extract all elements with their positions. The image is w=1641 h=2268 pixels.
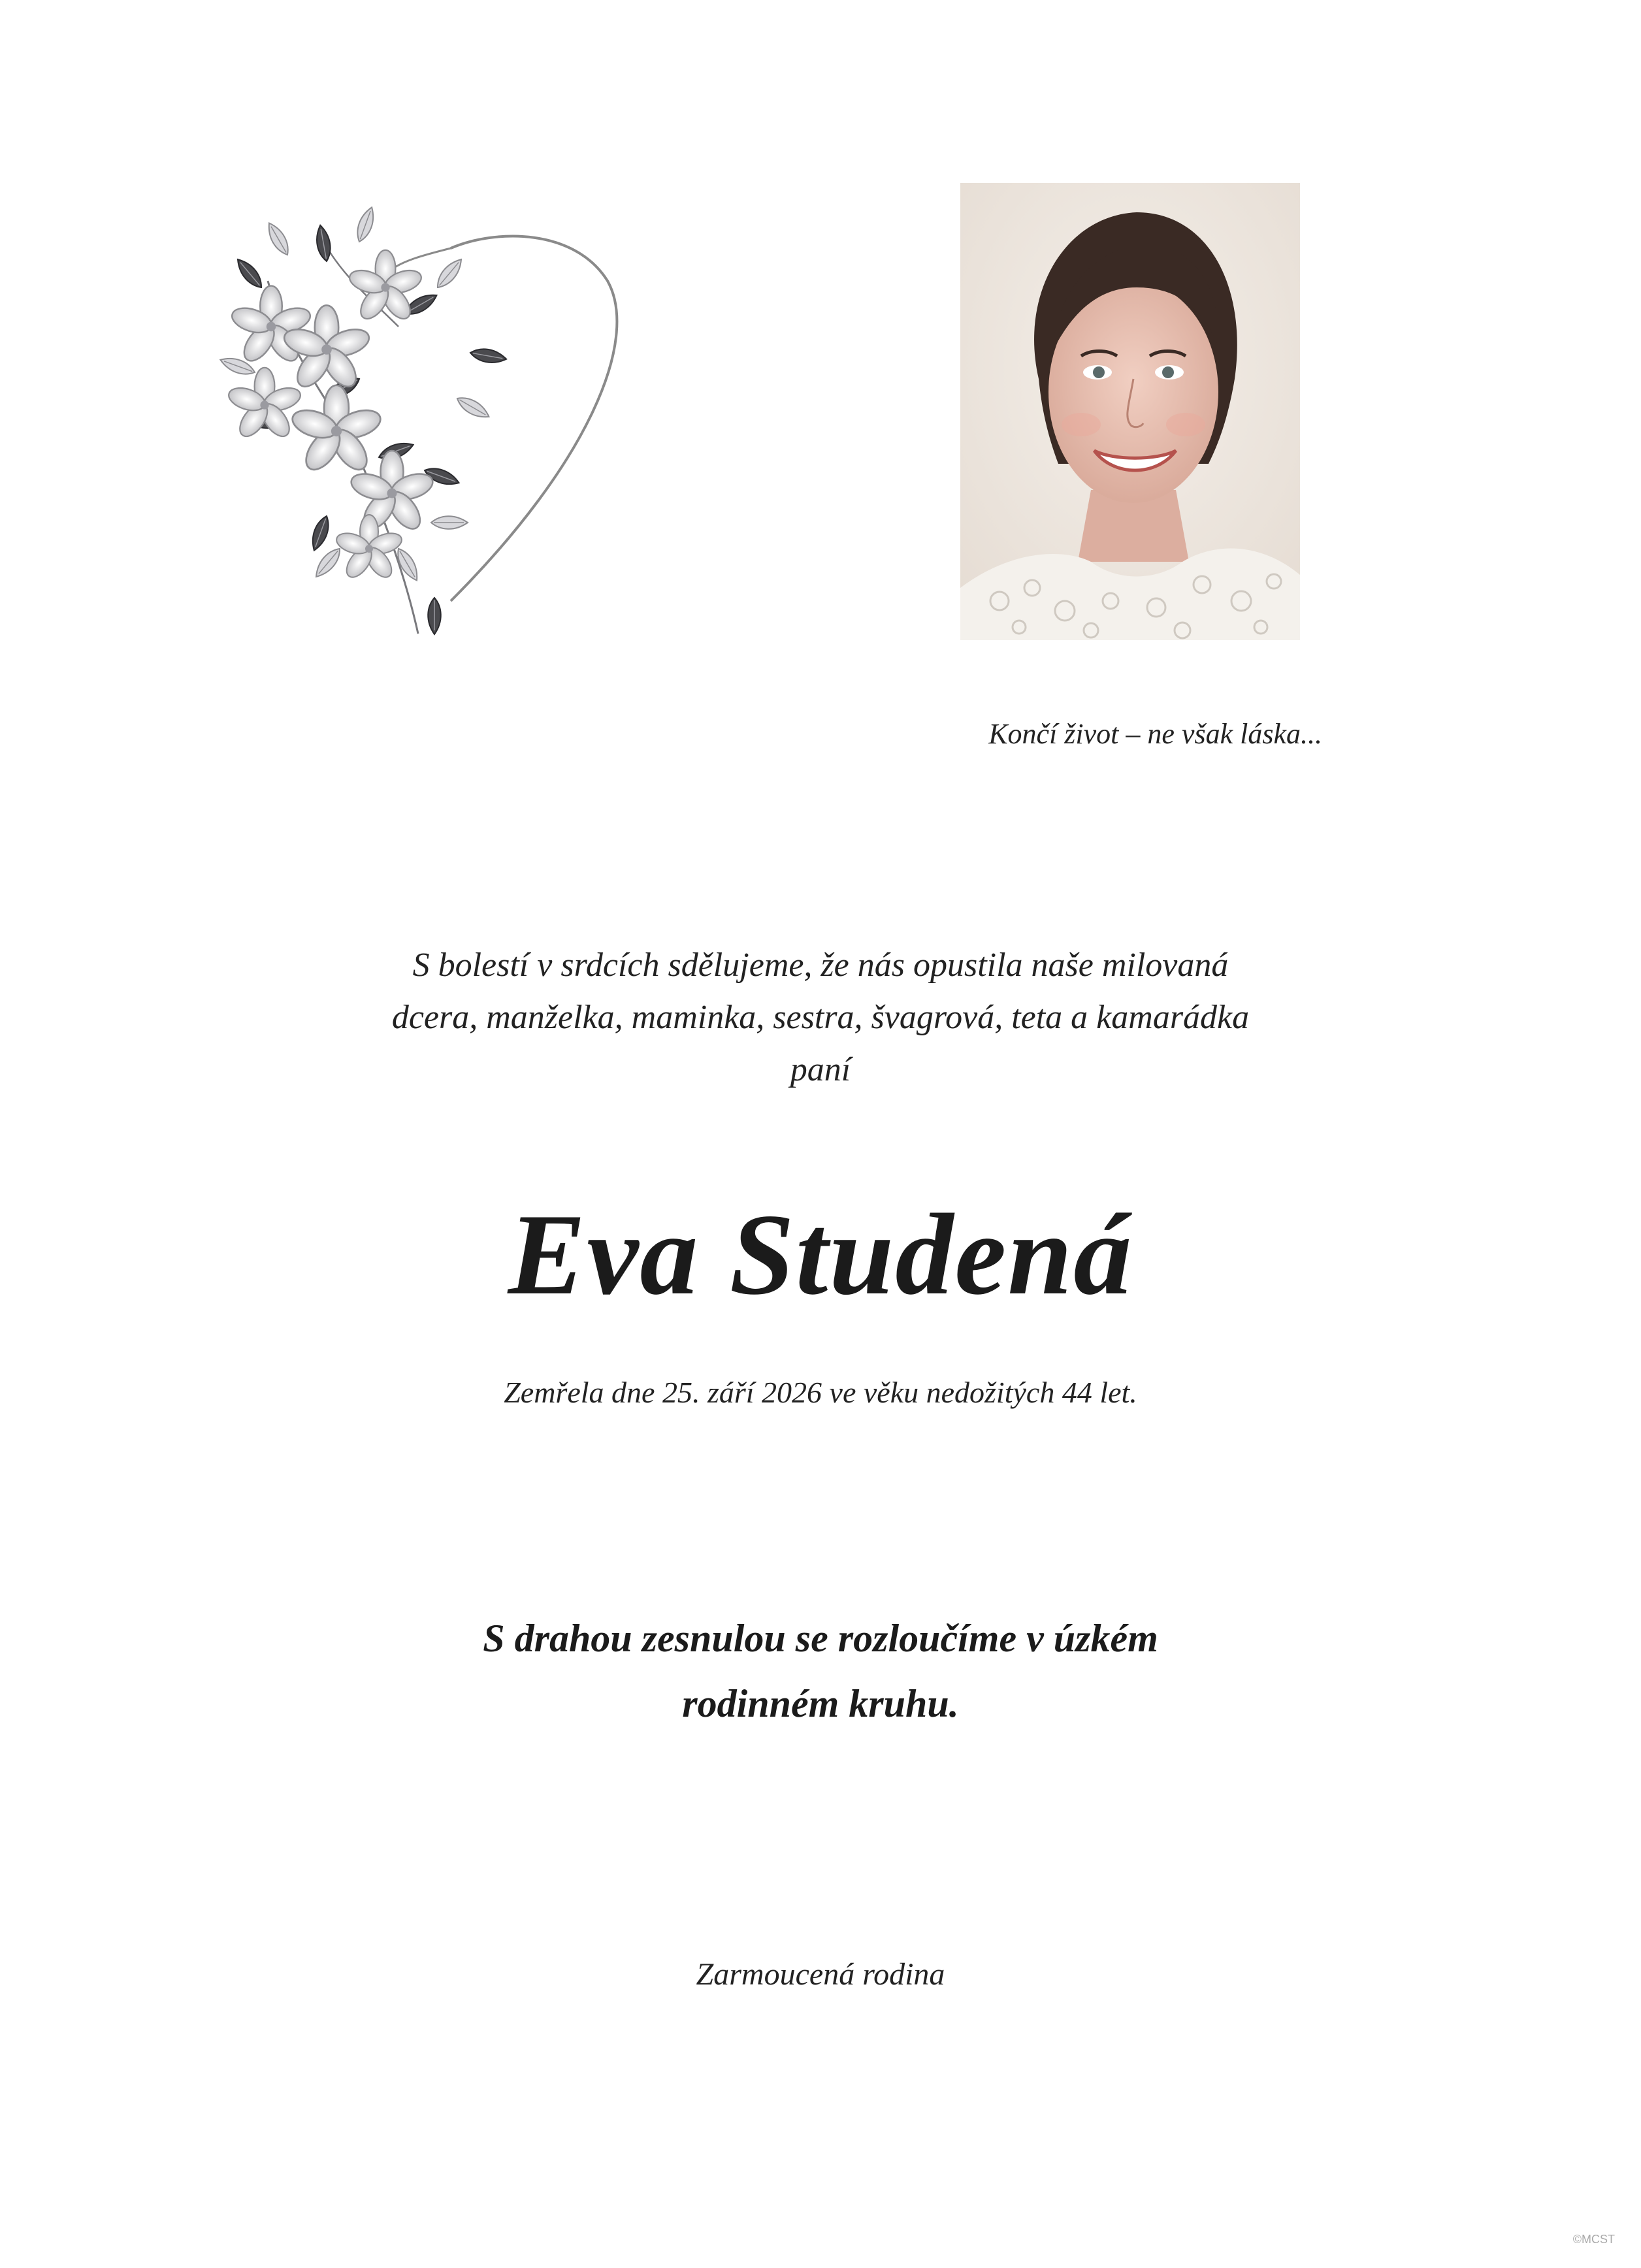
farewell-line: S drahou zesnulou se rozloučíme v úzkém <box>483 1617 1158 1660</box>
portrait-photo <box>960 183 1300 640</box>
motto: Končí život – ne však láska... <box>988 718 1322 750</box>
announcement-line: S bolestí v srdcích sdělujeme, že nás opustila naše milovaná <box>412 947 1229 984</box>
farewell-line: rodinném kruhu. <box>682 1682 959 1725</box>
floral-heart-icon <box>189 183 660 653</box>
deceased-name: Eva Studená <box>508 1190 1133 1319</box>
announcement-line: dcera, manželka, maminka, sestra, švagrová, teta a kamarádka <box>391 999 1250 1036</box>
death-info: Zemřela dne 25. září 2026 ve věku nedožitých 44 let. <box>504 1376 1137 1409</box>
announcement-line: paní <box>790 1051 851 1088</box>
credit-mark: ©MCST <box>1572 2233 1615 2246</box>
announcement-text <box>0 939 1641 1096</box>
farewell-text <box>0 1606 1641 1736</box>
signature: Zarmoucená rodina <box>696 1957 945 1992</box>
